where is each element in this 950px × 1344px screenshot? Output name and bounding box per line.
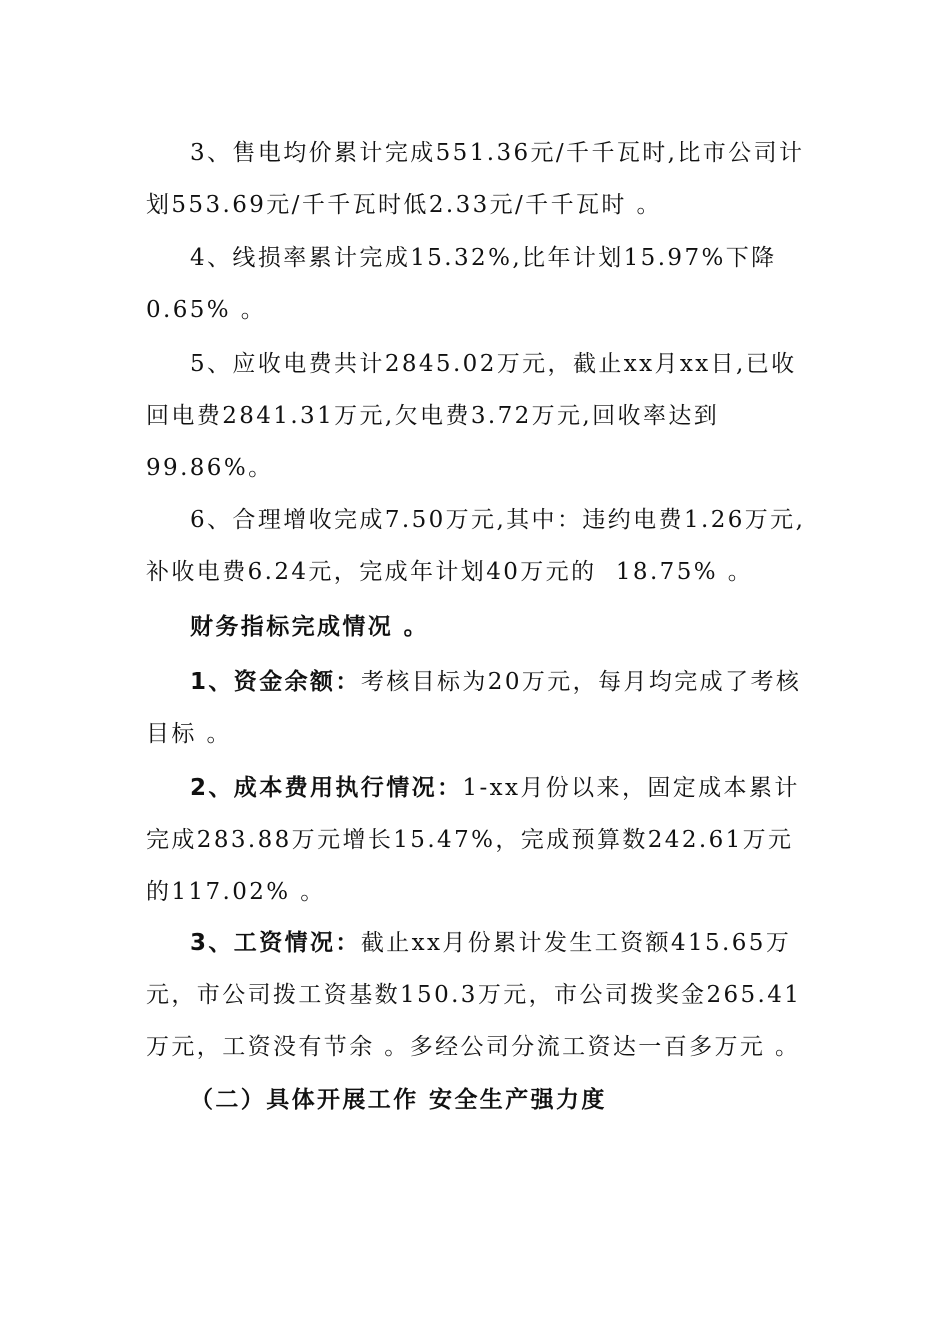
- finance-item-lead: 3、工资情况：: [190, 930, 361, 956]
- finance-item-lead: 1、资金余额：: [190, 669, 361, 695]
- finance-item-wages: [146, 917, 811, 1073]
- finance-item-text: 1-xx月份以来，固定成本累计完成283.88万元增长15.47%，完成预算数242.61万元的117.02% 。: [146, 775, 800, 905]
- finance-item-lead: 2、成本费用执行情况：: [190, 775, 463, 801]
- paragraph-avg-price: 3、售电均价累计完成551.36元/千千瓦时,比市公司计划553.69元/千千瓦时低2.33元/千千瓦时 。: [146, 140, 805, 218]
- heading-finance: 财务指标完成情况 。: [190, 614, 430, 640]
- finance-item-text: 考核目标为20万元，每月均完成了考核目标 。: [146, 669, 802, 747]
- paragraph-receivable: 5、应收电费共计2845.02万元，截止xx月xx日,已收回电费2841.31万元,欠电费3.72万元,回收率达到99.86%。: [146, 351, 797, 481]
- paragraph-revenue-increase: 6、合理增收完成7.50万元,其中：违约电费1.26万元,补收电费6.24元，完成年计划40万元的 18.75% 。: [146, 507, 806, 585]
- heading-work: （二）具体开展工作 安全生产强力度: [190, 1087, 607, 1113]
- paragraph-line-loss: 4、线损率累计完成15.32%,比年计划15.97%下降0.65% 。: [146, 245, 777, 323]
- finance-item-fund-balance: [146, 656, 811, 760]
- finance-item-cost: [146, 762, 811, 918]
- finance-item-text: 截止xx月份累计发生工资额415.65万元，市公司拨工资基数150.3万元，市公司拨奖金265.41万元，工资没有节余 。多经公司分流工资达一百多万元 。: [146, 930, 802, 1060]
